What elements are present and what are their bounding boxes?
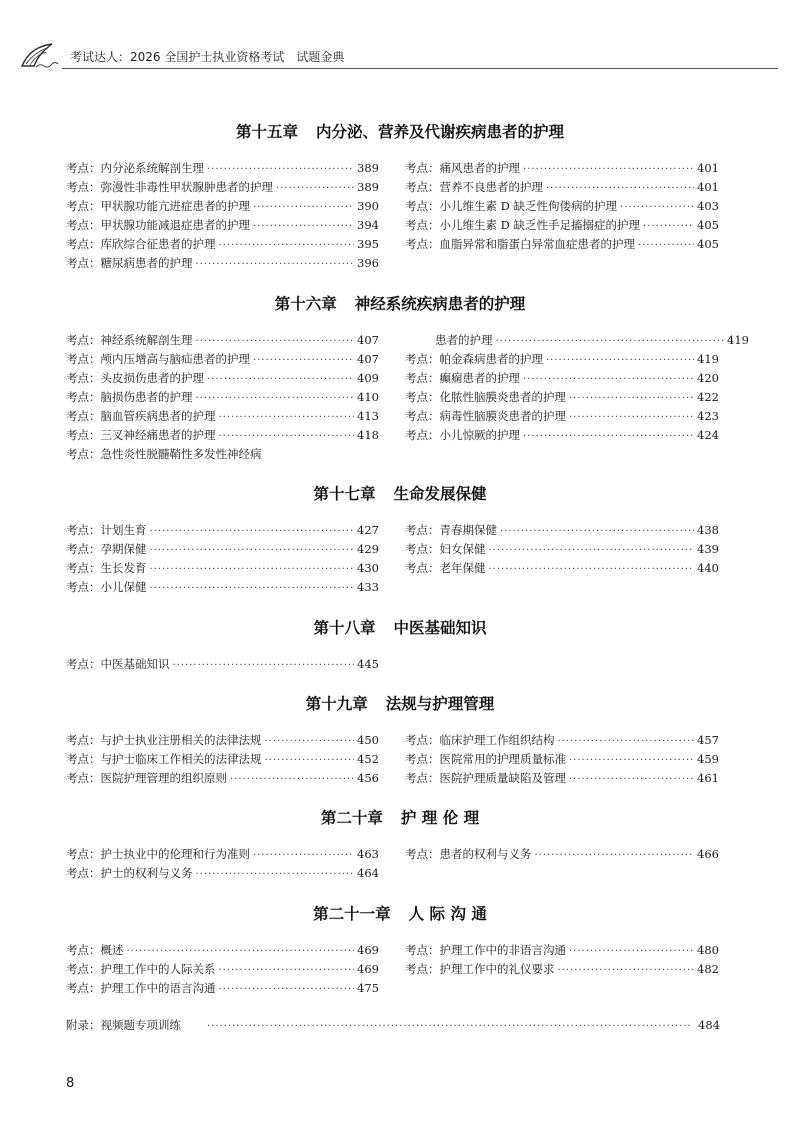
leader-dots — [150, 560, 355, 579]
leader-dots — [265, 732, 355, 751]
toc-entry-page: 395 — [357, 237, 379, 251]
leader-dots — [523, 160, 694, 179]
toc-entry-page: 418 — [357, 428, 379, 442]
toc-entry-page: 466 — [697, 847, 719, 861]
leader-dots — [569, 389, 694, 408]
toc-entry-page: 475 — [357, 981, 379, 995]
leader-dots — [569, 408, 694, 427]
toc-entry-page: 429 — [357, 542, 379, 556]
toc-entry-label: 考点：颅内压增高与脑疝患者的护理 — [66, 352, 250, 366]
toc-entry[interactable] — [66, 197, 379, 216]
leader-dots — [219, 980, 355, 999]
leader-dots — [173, 656, 355, 675]
toc-entry-label: 考点：概述 — [66, 943, 124, 957]
leader-dots — [196, 332, 355, 351]
chapter-heading — [0, 120, 800, 142]
toc-entry[interactable] — [405, 521, 719, 540]
leader-dots — [569, 770, 694, 789]
toc-entry-label: 考点：中医基础知识 — [66, 657, 170, 671]
chapter-number: 第十九章 — [305, 695, 368, 713]
chapter-title: 人 际 沟 通 — [408, 905, 487, 923]
leader-dots — [207, 370, 354, 389]
toc-entry-page: 456 — [357, 771, 379, 785]
chapter-number: 第二十一章 — [313, 905, 391, 923]
chapter-number: 第十六章 — [274, 295, 337, 313]
leader-dots — [207, 1017, 692, 1036]
toc-entry-page: 407 — [357, 333, 379, 347]
toc-entry[interactable] — [66, 731, 379, 750]
leader-dots — [638, 236, 694, 255]
leader-dots — [535, 846, 695, 865]
toc-entry[interactable] — [66, 235, 379, 254]
toc-entry[interactable] — [66, 369, 379, 388]
toc-entry[interactable] — [66, 540, 379, 559]
toc-entry-page: 452 — [357, 752, 379, 766]
toc-entry-label: 考点：脑血管疾病患者的护理 — [66, 409, 216, 423]
toc-entry-label: 考点：神经系统解剖生理 — [66, 333, 193, 347]
toc-entry-label: 考点：生长发育 — [66, 561, 147, 575]
toc-entry-page: 422 — [697, 390, 719, 404]
leader-dots — [496, 332, 725, 351]
toc-entry-label: 考点：弥漫性非毒性甲状腺肿患者的护理 — [66, 180, 273, 194]
leader-dots — [219, 427, 355, 446]
leader-dots — [253, 198, 354, 217]
toc-entry[interactable] — [66, 407, 379, 426]
leader-dots — [196, 255, 355, 274]
toc-entry[interactable] — [66, 216, 379, 235]
chapter-title: 生命发展保健 — [393, 485, 487, 503]
chapter-title: 法规与护理管理 — [385, 695, 495, 713]
header-rule — [62, 68, 778, 69]
toc-entry-page: 389 — [357, 161, 379, 175]
chapter-title: 神经系统疾病患者的护理 — [354, 295, 526, 313]
toc-entry-label: 考点：护理工作中的语言沟通 — [66, 981, 216, 995]
toc-entry-label: 考点：妇女保健 — [405, 542, 486, 556]
toc-entry[interactable] — [405, 941, 719, 960]
toc-entry-page: 439 — [697, 542, 719, 556]
toc-entry-page: 438 — [697, 523, 719, 537]
toc-entry-label: 考点：营养不良患者的护理 — [405, 180, 543, 194]
toc-entry[interactable] — [66, 559, 379, 578]
leader-dots — [219, 961, 355, 980]
toc-entry-label: 考点：血脂异常和脂蛋白异常血症患者的护理 — [405, 237, 635, 251]
leader-dots — [569, 942, 694, 961]
toc-entry-label: 考点：护理工作中的非语言沟通 — [405, 943, 566, 957]
toc-entry-page: 445 — [357, 657, 379, 671]
toc-entry-page: 394 — [357, 218, 379, 232]
toc-entry-page: 457 — [697, 733, 719, 747]
running-header — [18, 42, 778, 70]
toc-entry-label: 考点：急性炎性脱髓鞘性多发性神经病 — [66, 447, 262, 461]
toc-entry-page: 427 — [357, 523, 379, 537]
toc-entry-label: 考点：护士的权利与义务 — [66, 866, 193, 880]
toc-entry-label: 考点：医院护理管理的组织原则 — [66, 771, 227, 785]
toc-entry-page: 396 — [357, 256, 379, 270]
toc-entry-label: 考点：头皮损伤患者的护理 — [66, 371, 204, 385]
toc-entry-label: 考点：护理工作中的人际关系 — [66, 962, 216, 976]
header-title: 考试达人：2026 全国护士执业资格考试 试题金典 — [70, 50, 345, 64]
toc-entry-label: 考点：痛风患者的护理 — [405, 161, 520, 175]
toc-entry[interactable] — [66, 254, 379, 273]
toc-entry-page: 450 — [357, 733, 379, 747]
toc-entry-label: 考点：医院护理质量缺陷及管理 — [405, 771, 566, 785]
chapter-heading — [0, 806, 800, 828]
toc-entry[interactable] — [405, 235, 719, 254]
toc-entry[interactable] — [66, 350, 379, 369]
chapter-heading — [0, 616, 800, 638]
toc-entry[interactable] — [405, 426, 719, 445]
toc-entry-page: 424 — [697, 428, 719, 442]
toc-entry-page: 419 — [727, 333, 749, 347]
toc-entry[interactable] — [405, 178, 719, 197]
toc-entry[interactable] — [66, 960, 379, 979]
leader-dots — [219, 236, 355, 255]
toc-entry-label: 考点：小儿保健 — [66, 580, 147, 594]
toc-entry-page: 469 — [357, 943, 379, 957]
toc-entry[interactable] — [405, 197, 719, 216]
toc-entry[interactable] — [66, 845, 379, 864]
leader-dots — [523, 370, 694, 389]
toc-entry[interactable] — [405, 845, 719, 864]
toc-entry-label: 考点：脑损伤患者的护理 — [66, 390, 193, 404]
leader-dots — [219, 408, 355, 427]
leader-dots — [558, 961, 695, 980]
toc-entry-label: 患者的护理 — [435, 333, 493, 347]
toc-entry-page: 430 — [357, 561, 379, 575]
toc-entry-label: 考点：老年保健 — [405, 561, 486, 575]
toc-entry-page: 403 — [697, 199, 719, 213]
leader-dots — [569, 751, 694, 770]
toc-entry[interactable] — [66, 655, 379, 674]
toc-entry[interactable] — [66, 178, 379, 197]
leader-dots — [489, 541, 695, 560]
leader-dots — [276, 179, 354, 198]
toc-entry-label: 考点：癫痫患者的护理 — [405, 371, 520, 385]
leader-dots — [523, 427, 694, 446]
toc-entry-label: 考点：糖尿病患者的护理 — [66, 256, 193, 270]
toc-entry[interactable] — [66, 769, 379, 788]
toc-entry-label: 考点：小儿维生素 D 缺乏性手足搐搦症的护理 — [405, 218, 641, 232]
chapter-heading — [0, 292, 800, 314]
chapter-heading — [0, 692, 800, 714]
chapter-number: 第十七章 — [313, 485, 376, 503]
toc-entry[interactable] — [66, 521, 379, 540]
toc-entry-page: 461 — [697, 771, 719, 785]
toc-entry[interactable] — [66, 159, 379, 178]
chapter-heading — [0, 902, 800, 924]
leader-dots — [643, 217, 694, 236]
toc-entry-label: 考点：护士执业中的伦理和行为准则 — [66, 847, 250, 861]
toc-entry-page: 480 — [697, 943, 719, 957]
leader-dots — [150, 522, 355, 541]
toc-entry[interactable] — [66, 941, 379, 960]
toc-entry-label: 考点：库欣综合征患者的护理 — [66, 237, 216, 251]
toc-entry-label: 考点：小儿维生素 D 缺乏性佝偻病的护理 — [405, 199, 618, 213]
toc-entry-label: 考点：患者的权利与义务 — [405, 847, 532, 861]
toc-entry-page: 433 — [357, 580, 379, 594]
leader-dots — [196, 389, 355, 408]
toc-entry-page: 407 — [357, 352, 379, 366]
toc-entry-label: 考点：与护士执业注册相关的法律法规 — [66, 733, 262, 747]
toc-entry-label: 考点：临床护理工作组织结构 — [405, 733, 555, 747]
toc-entry[interactable] — [405, 750, 719, 769]
appendix-label: 附录：视频题专项训练 — [66, 1018, 181, 1032]
toc-entry-page: 459 — [697, 752, 719, 766]
toc-entry[interactable] — [405, 350, 719, 369]
leader-dots — [558, 732, 695, 751]
toc-entry[interactable] — [66, 750, 379, 769]
toc-entry[interactable] — [66, 388, 379, 407]
toc-entry-page: 463 — [357, 847, 379, 861]
toc-entry-label: 考点：护理工作中的礼仪要求 — [405, 962, 555, 976]
leader-dots — [253, 351, 354, 370]
toc-entry-page: 390 — [357, 199, 379, 213]
leader-dots — [253, 846, 354, 865]
logo-icon — [18, 42, 62, 70]
toc-entry-page: 405 — [697, 218, 719, 232]
leader-dots — [620, 198, 694, 217]
leader-dots — [489, 560, 695, 579]
appendix-entry[interactable] — [66, 1016, 720, 1035]
page-number: 8 — [66, 1076, 75, 1091]
toc-entry-page: 405 — [697, 237, 719, 251]
toc-entry-page: 419 — [697, 352, 719, 366]
toc-entry[interactable] — [405, 960, 719, 979]
leader-dots — [253, 217, 354, 236]
toc-entry[interactable] — [66, 331, 379, 350]
toc-entry[interactable] — [405, 369, 719, 388]
toc-entry[interactable] — [66, 578, 379, 597]
toc-entry-label: 考点：化脓性脑膜炎患者的护理 — [405, 390, 566, 404]
leader-dots — [265, 751, 355, 770]
toc-entry-page: 413 — [357, 409, 379, 423]
chapter-title: 护 理 伦 理 — [400, 809, 480, 827]
toc-entry-label: 考点：计划生育 — [66, 523, 147, 537]
toc-entry-page: 423 — [697, 409, 719, 423]
leader-dots — [150, 579, 355, 598]
toc-entry-label: 考点：病毒性脑膜炎患者的护理 — [405, 409, 566, 423]
leader-dots — [196, 865, 355, 884]
toc-entry[interactable] — [405, 388, 719, 407]
toc-entry[interactable] — [405, 540, 719, 559]
toc-entry-label: 考点：三叉神经痛患者的护理 — [66, 428, 216, 442]
toc-entry-page: 482 — [697, 962, 719, 976]
leader-dots — [230, 770, 354, 789]
chapter-number: 第十八章 — [313, 619, 376, 637]
toc-entry[interactable] — [66, 445, 379, 464]
toc-entry-page: 410 — [357, 390, 379, 404]
toc-entry[interactable] — [405, 159, 719, 178]
toc-entry-label: 考点：甲状腺功能减退症患者的护理 — [66, 218, 250, 232]
toc-entry-label: 考点：内分泌系统解剖生理 — [66, 161, 204, 175]
toc-entry-page: 389 — [357, 180, 379, 194]
chapter-number: 第十五章 — [235, 123, 298, 141]
toc-entry-label: 考点：与护士临床工作相关的法律法规 — [66, 752, 262, 766]
toc-entry[interactable] — [405, 331, 749, 350]
toc-entry[interactable] — [66, 979, 379, 998]
toc-entry[interactable] — [405, 559, 719, 578]
leader-dots — [500, 522, 694, 541]
toc-entry[interactable] — [66, 864, 379, 883]
toc-entry-page: 409 — [357, 371, 379, 385]
toc-entry-label: 考点：医院常用的护理质量标准 — [405, 752, 566, 766]
chapter-title: 内分泌、营养及代谢疾病患者的护理 — [316, 123, 565, 141]
chapter-number: 第二十章 — [320, 809, 383, 827]
toc-entry-label: 考点：小儿惊厥的护理 — [405, 428, 520, 442]
toc-entry-page: 420 — [697, 371, 719, 385]
toc-entry[interactable] — [66, 426, 379, 445]
leader-dots — [546, 351, 694, 370]
toc-entry[interactable] — [405, 216, 719, 235]
leader-dots — [150, 541, 355, 560]
toc-entry-label: 考点：甲状腺功能亢进症患者的护理 — [66, 199, 250, 213]
chapter-heading — [0, 482, 800, 504]
leader-dots — [127, 942, 355, 961]
toc-entry-page: 469 — [357, 962, 379, 976]
toc-entry-page: 401 — [697, 180, 719, 194]
toc-entry-label: 考点：孕期保健 — [66, 542, 147, 556]
leader-dots — [546, 179, 694, 198]
chapter-title: 中医基础知识 — [393, 619, 487, 637]
toc-entry-label: 考点：帕金森病患者的护理 — [405, 352, 543, 366]
toc-entry[interactable] — [405, 769, 719, 788]
toc-entry-page: 401 — [697, 161, 719, 175]
leader-dots — [207, 160, 354, 179]
toc-entry[interactable] — [405, 407, 719, 426]
toc-entry-page: 440 — [697, 561, 719, 575]
toc-entry-label: 考点：青春期保健 — [405, 523, 497, 537]
toc-entry-page: 464 — [357, 866, 379, 880]
toc-entry[interactable] — [405, 731, 719, 750]
appendix-page: 484 — [698, 1018, 720, 1032]
